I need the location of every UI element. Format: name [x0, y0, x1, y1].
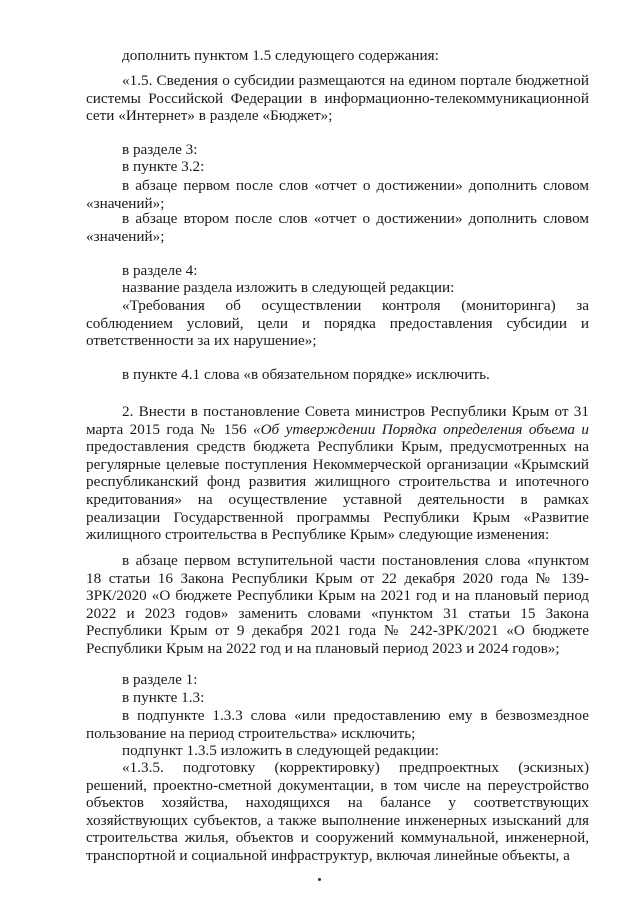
paragraph-section-3: в разделе 3:: [122, 141, 198, 158]
resolution-intro: 2. Внести в постановление Совета министров Республики Крым от 31 марта 2015 года № 156: [86, 403, 589, 438]
resolution-title-italic: «Об утверждении Порядка определения объема и: [252, 420, 590, 438]
scan-speck: [318, 878, 321, 881]
paragraph-section-4: в разделе 4:: [122, 262, 198, 279]
paragraph-subpoint-1-3-3: в подпункте 1.3.3 слова «или предоставлению ему в безвозмездное пользование на период строительства» исключить;: [86, 707, 589, 742]
paragraph-point-4-1: в пункте 4.1 слова «в обязательном порядке» исключить.: [122, 366, 490, 383]
paragraph-point-1-5-text: «1.5. Сведения о субсидии размещаются на едином портале бюджетной системы Российской Федерации в информационно-телекоммуникационной сети «Интернет» в разделе «Бюджет»;: [86, 72, 589, 125]
paragraph-subpoint-1-3-5-intro: подпункт 1.3.5 изложить в следующей редакции:: [122, 742, 439, 759]
paragraph-add-point-1-5: дополнить пунктом 1.5 следующего содержания:: [122, 47, 439, 64]
paragraph-first-subparagraph: в абзаце первом после слов «отчет о достижении» дополнить словом «значений»;: [86, 177, 589, 212]
paragraph-point-1-3: в пункте 1.3:: [122, 689, 205, 706]
paragraph-section-title-change: название раздела изложить в следующей редакции:: [122, 279, 455, 296]
paragraph-section-1: в разделе 1:: [122, 671, 198, 688]
paragraph-subpoint-1-3-5-text: «1.3.5. подготовку (корректировку) предпроектных (эскизных) решений, проектно-сметной документации, в том числе на переустройство объектов хозяйства, находящихся на балансе у соответствующих хозяйствующих субъектов, а также выполнение инженерных изысканий для строительства жилья, объектов и сооружений коммунальной, инженерной, транспортной и социальной инфраструктур, включая линейные объекты, а: [86, 759, 589, 864]
paragraph-preamble-change: в абзаце первом вступительной части постановления слова «пунктом 18 статьи 16 Закона Республики Крым от 22 декабря 2020 года № 139-ЗРК/2020 «О бюджете Республики Крым на 2021 год и на плановый период 2022 и 2023 годов» заменить словами «пунктом 31 статьи 15 Закона Республики Крым от 9 декабря 2021 года № 242-ЗРК/2021 «О бюджете Республики Крым на 2022 год и на плановый период 2023 и 2024 годов»;: [86, 552, 589, 657]
paragraph-amend-resolution-156: [86, 403, 589, 544]
resolution-title-rest: предоставления средств бюджета Республики Крым, предусмотренных на регулярные целевые поступления Некоммерческой организации «Крымский республиканский фонд развития жилищного строительства и ипотечного кредитования» на осуществление уставной деятельности в рамках реализации Государственной программы Республики Крым «Развитие жилищного строительства в Республике Крым» следующие изменения:: [86, 438, 589, 544]
paragraph-section-4-new-title: «Требования об осуществлении контроля (мониторинга) за соблюдением условий, цели и порядка предоставления субсидии и ответственности за их нарушение»;: [86, 297, 589, 350]
paragraph-point-3-2: в пункте 3.2:: [122, 158, 205, 175]
paragraph-second-subparagraph: в абзаце втором после слов «отчет о достижении» дополнить словом «значений»;: [86, 210, 589, 245]
